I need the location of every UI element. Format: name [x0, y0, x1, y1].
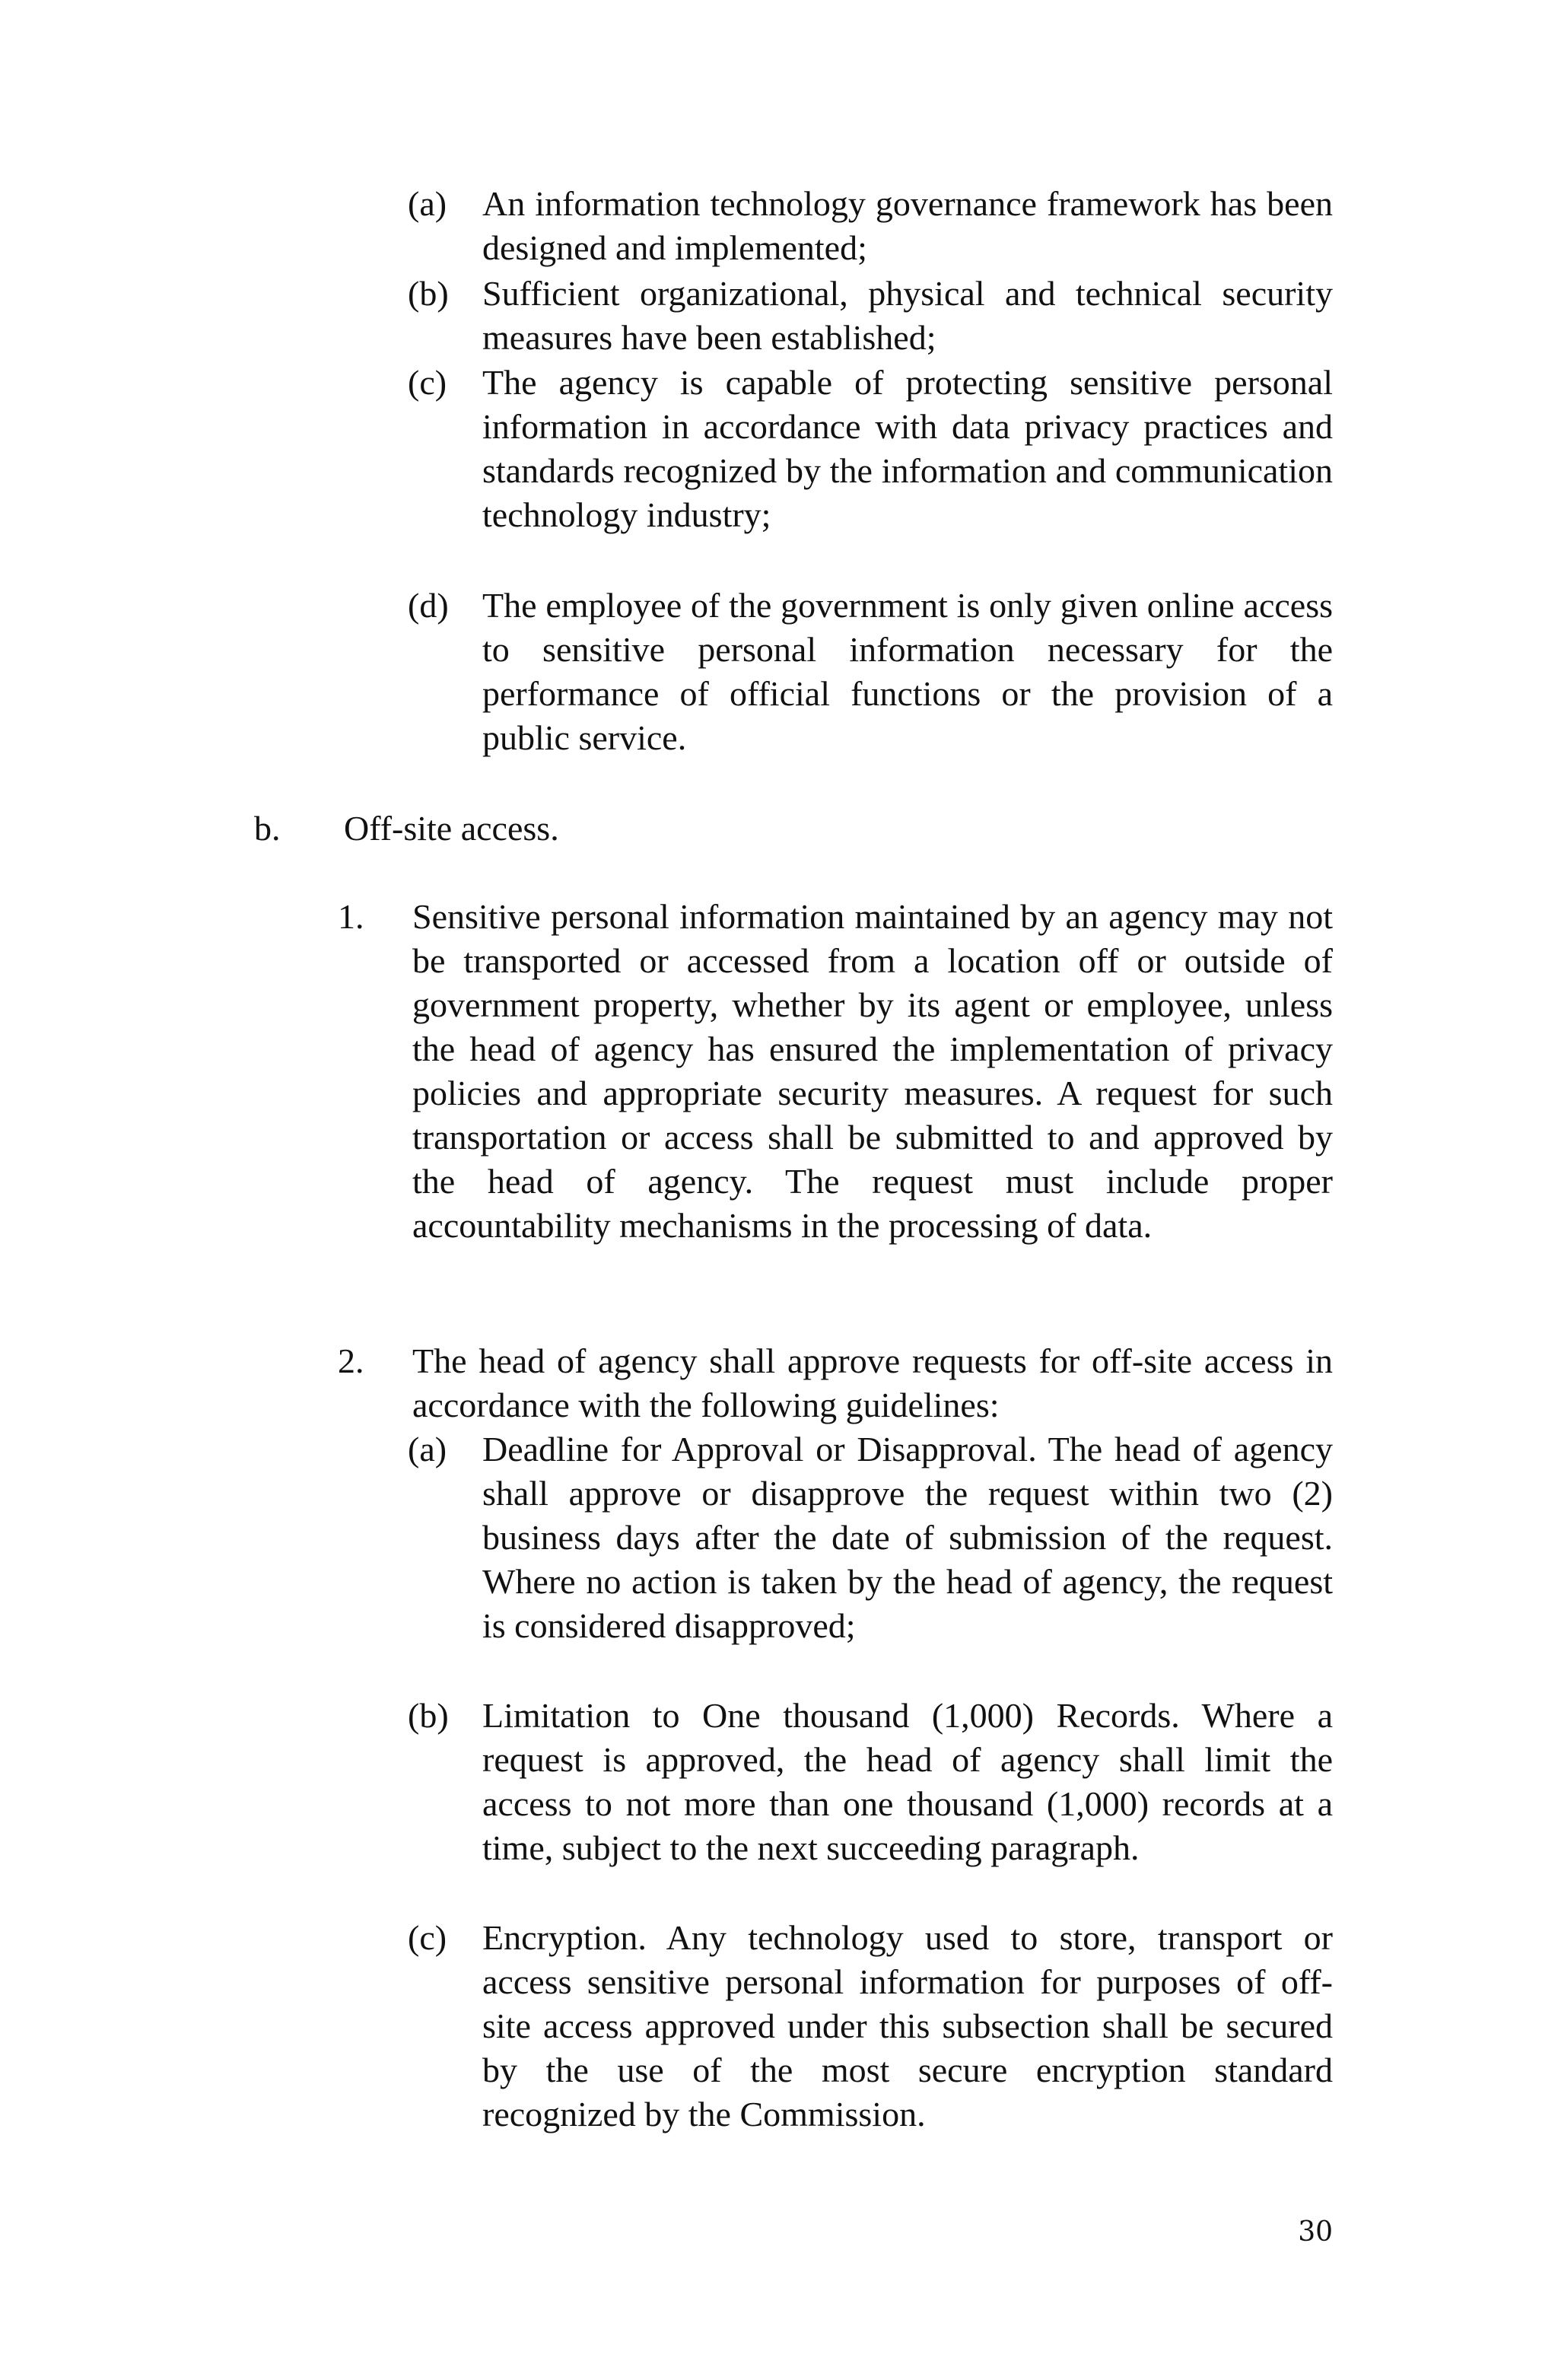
item-number: 2.	[338, 1341, 364, 1380]
list-item-text: Encryption. Any technology used to store, transport or access sensitive personal information for purposes of off-site access approved under this subsection shall be secured by the use of the most secure encryption standard recognized by the Commission.	[482, 1918, 1333, 2133]
list-marker: (b)	[408, 1696, 449, 1735]
numbered-item-2	[338, 1339, 1333, 1427]
list-item-text: The agency is capable of protecting sensitive personal information in accordance with data privacy practices and standards recognized by the information and communication technology industry;	[482, 363, 1333, 534]
list-item-c	[408, 361, 1333, 537]
list-item-d	[408, 584, 1333, 760]
numbered-item-1	[338, 895, 1333, 1248]
section-heading: Off-site access.	[344, 809, 559, 848]
list-item-b	[408, 272, 1333, 360]
list-marker: (c)	[408, 363, 447, 402]
list-item-text: Limitation to One thousand (1,000) Records. Where a request is approved, the head of agency shall limit the access to not more than one thousand (1,000) records at a time, subject to the next succeeding paragraph.	[482, 1696, 1333, 1867]
section-heading-b	[254, 807, 1105, 851]
sub-item-b	[408, 1694, 1333, 1870]
list-marker: (a)	[408, 184, 447, 223]
item-text: Sensitive personal information maintained by an agency may not be transported or accessed from a location off or outside of government property, whether by its agent or employee, unless the head of agency has ensured the implementation of privacy policies and appropriate security measures. A request for such transportation or access shall be submitted to and approved by the head of agency. The request must include proper accountability mechanisms in the processing of data.	[412, 897, 1333, 1245]
list-marker: (b)	[408, 274, 449, 313]
sub-item-c	[408, 1916, 1333, 2137]
list-item-text: Sufficient organizational, physical and technical security measures have been established;	[482, 274, 1333, 357]
list-item-text: An information technology governance framework has been designed and implemented;	[482, 184, 1333, 267]
sub-item-a	[408, 1427, 1333, 1648]
list-marker: (a)	[408, 1430, 447, 1468]
item-number: 1.	[338, 897, 364, 936]
list-item-text: The employee of the government is only given online access to sensitive personal information necessary for the performance of official functions or the provision of a public service.	[482, 586, 1333, 757]
section-marker: b.	[254, 809, 281, 848]
list-item-text: Deadline for Approval or Disapproval. The head of agency shall approve or disapprove the request within two (2) business days after the date of submission of the request. Where no action is taken by the head of agency, the request is considered disapproved;	[482, 1430, 1333, 1645]
page-number: 30	[1298, 2216, 1333, 2248]
item-text: The head of agency shall approve requests for off-site access in accordance with the following guidelines:	[412, 1341, 1333, 1424]
list-item-a	[408, 182, 1333, 270]
list-marker: (c)	[408, 1918, 447, 1957]
list-marker: (d)	[408, 586, 449, 625]
